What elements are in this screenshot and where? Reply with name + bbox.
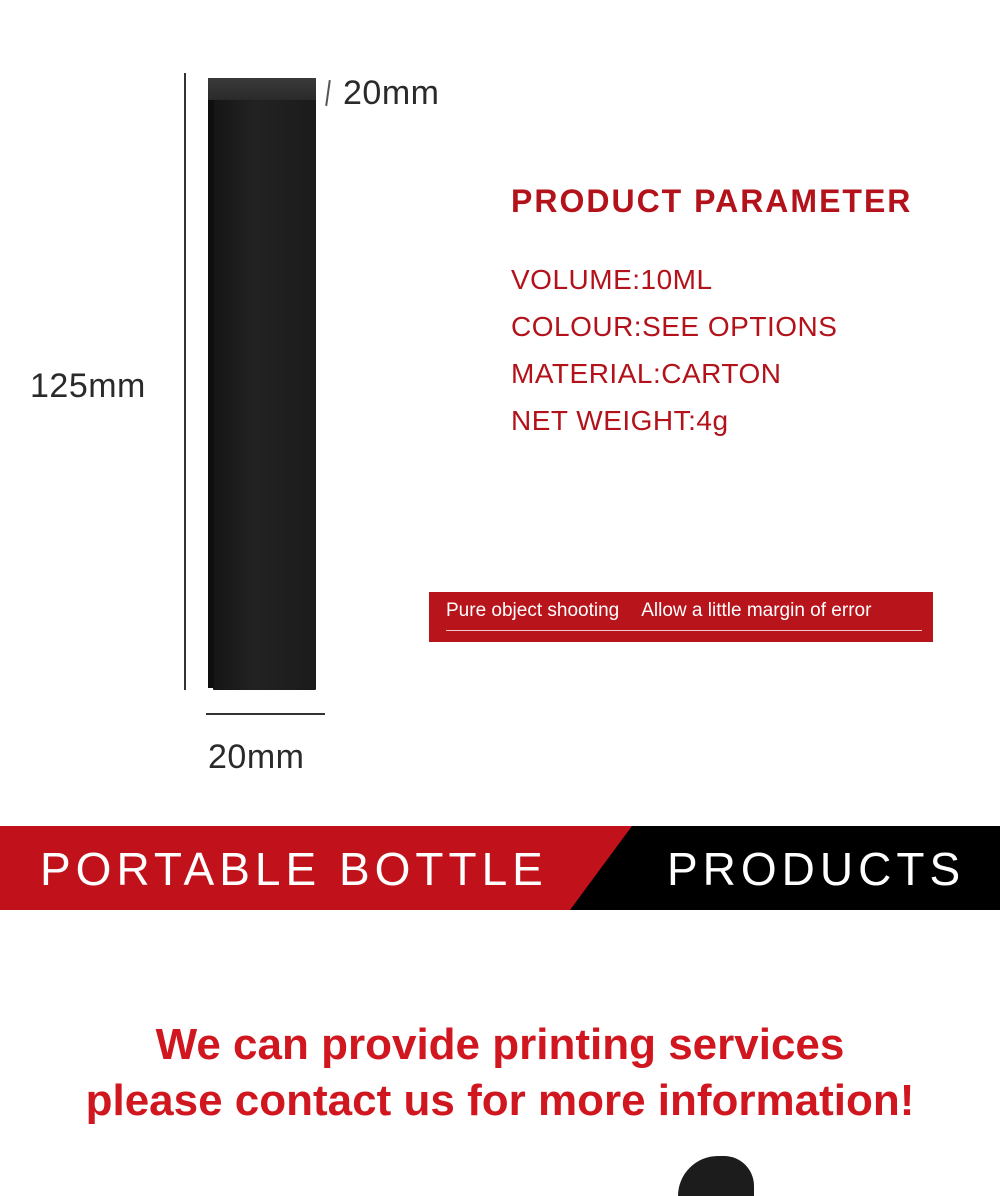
depth-dimension-tick [325,80,331,106]
parameter-material: MATERIAL:CARTON [511,358,782,389]
height-label: 125mm [30,367,146,405]
notice-right-text: Allow a little margin of error [641,600,872,621]
notice-left-text: Pure object shooting [446,600,620,621]
product-box-image [213,78,316,690]
cta-line-2: please contact us for more information! [85,1076,915,1125]
width-label: 20mm [208,738,305,776]
height-dimension-line [184,73,186,690]
notice-underline [446,630,922,631]
width-dimension-line [206,713,325,715]
notice-text [446,600,871,622]
parameter-colour: COLOUR:SEE OPTIONS [511,311,838,342]
parameter-net-weight: NET WEIGHT:4g [511,405,729,436]
product-box-edge [208,100,214,688]
product-image-partial [678,1156,754,1196]
banner-left-text: PORTABLE BOTTLE [40,843,548,895]
banner-right-text: PRODUCTS [667,843,966,895]
parameter-list [511,256,837,444]
depth-label: 20mm [343,74,440,112]
product-box-lid [208,78,316,100]
cta-line-1: We can provide printing services [155,1020,845,1069]
parameter-title: PRODUCT PARAMETER [511,183,913,219]
parameter-volume: VOLUME:10ML [511,264,713,295]
